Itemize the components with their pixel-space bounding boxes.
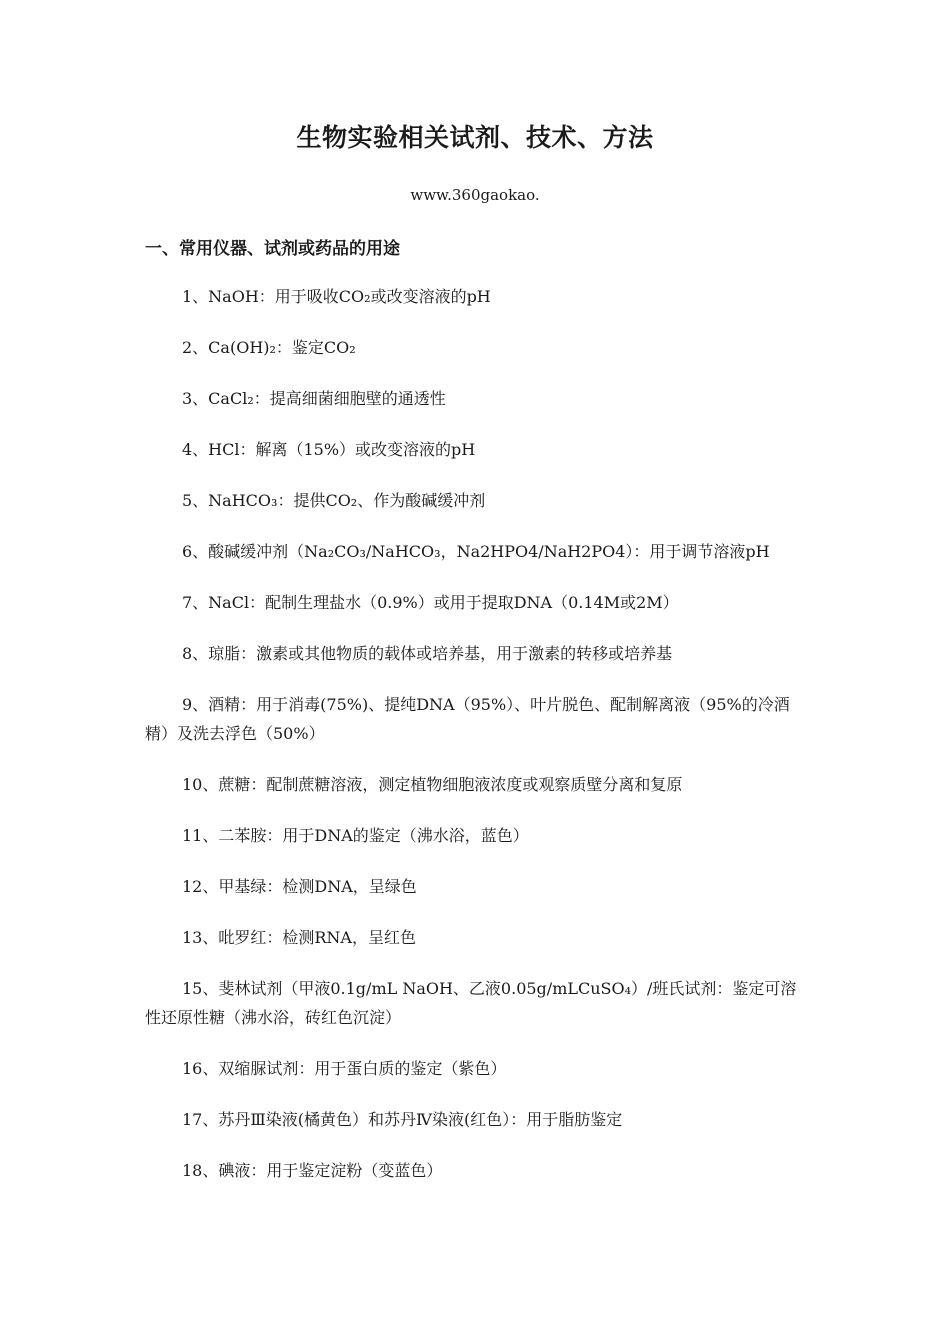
list-item: 16、双缩脲试剂：用于蛋白质的鉴定（紫色） [182, 1059, 507, 1078]
list-item: 17、苏丹Ⅲ染液(橘黄色）和苏丹Ⅳ染液(红色）：用于脂肪鉴定 [182, 1110, 623, 1129]
list-item: 18、碘液：用于鉴定淀粉（变蓝色） [182, 1161, 443, 1180]
list-item: 11、二苯胺：用于DNA的鉴定（沸水浴，蓝色） [182, 826, 529, 845]
list-item: 10、蔗糖：配制蔗糖溶液，测定植物细胞液浓度或观察质壁分离和复原 [182, 775, 683, 794]
list-item: 15、斐林试剂（甲液0.1g/mL NaOH、乙液0.05g/mLCuSO₄）/班氏试剂：鉴定可溶性还原性糖（沸水浴，砖红色沉淀） [145, 979, 797, 1027]
list-item: 8、琼脂：激素或其他物质的载体或培养基，用于激素的转移或培养基 [182, 644, 673, 663]
list-item: 3、CaCl₂：提高细菌细胞壁的通透性 [182, 389, 446, 408]
page-title: 生物实验相关试剂、技术、方法 [296, 123, 654, 152]
list-item: 5、NaHCO₃：提供CO₂、作为酸碱缓冲剂 [182, 491, 486, 510]
source-url: www.360gaokao. [410, 186, 540, 204]
list-item: 6、酸碱缓冲剂（Na₂CO₃/NaHCO₃，Na2HPO4/NaH2PO4）：用于调节溶液pH [182, 542, 770, 561]
list-item: 12、甲基绿：检测DNA，呈绿色 [182, 877, 417, 896]
reagent-list [145, 282, 805, 1207]
list-item: 9、酒精：用于消毒(75%)、提纯DNA（95%）、叶片脱色、配制解离液（95%的冷酒精）及洗去浮色（50%） [145, 695, 790, 743]
list-item: 1、NaOH：用于吸收CO₂或改变溶液的pH [182, 287, 491, 306]
list-item: 7、NaCl：配制生理盐水（0.9%）或用于提取DNA（0.14M或2M） [182, 593, 679, 612]
list-item: 2、Ca(OH)₂：鉴定CO₂ [182, 338, 356, 357]
section-heading: 一、常用仪器、试剂或药品的用途 [145, 239, 400, 259]
list-item: 4、HCl：解离（15%）或改变溶液的pH [182, 440, 476, 459]
list-item: 13、吡罗红：检测RNA，呈红色 [182, 928, 416, 947]
